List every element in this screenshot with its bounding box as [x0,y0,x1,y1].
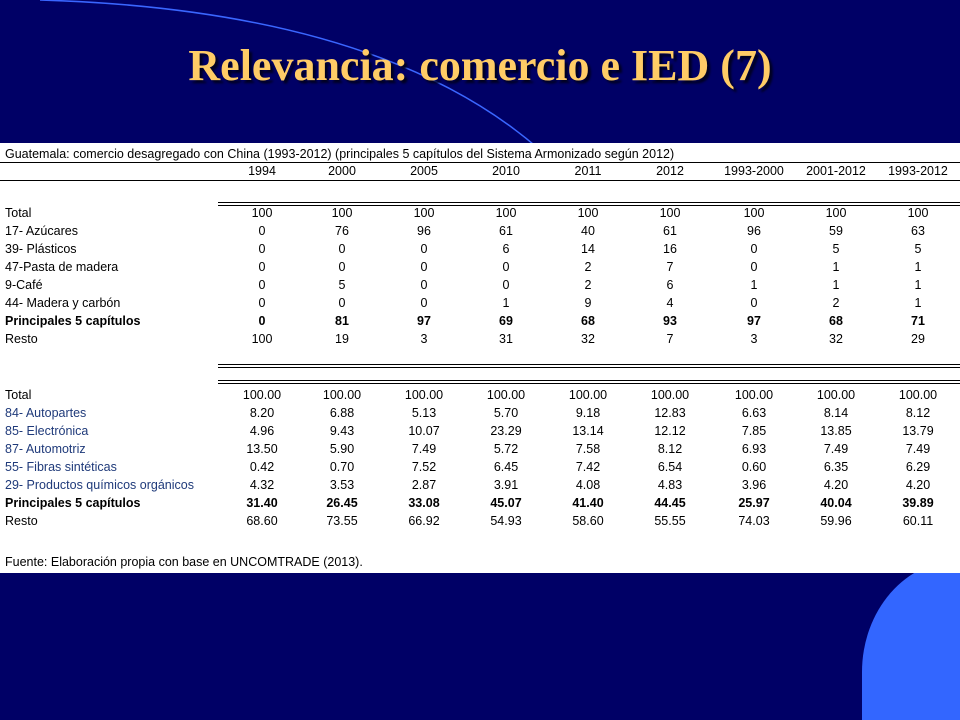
table-row [0,294,960,312]
table-cell: 7.85 [741,424,767,438]
row-label: Total [5,388,32,402]
table-cell: 1 [832,260,840,274]
table-cell: 5.70 [493,406,519,420]
table-cell: 7.42 [575,460,601,474]
table-cell: 19 [335,332,349,346]
row-label: 87- Automotriz [5,442,86,456]
row-label: 85- Electrónica [5,424,89,438]
table-cell: 2 [584,278,592,292]
table-cell: 0 [338,242,346,256]
row-label: 44- Madera y carbón [5,296,121,310]
table-row [0,204,960,222]
table-cell: 6 [666,278,674,292]
table-cell: 6 [502,242,510,256]
table-cell: 44.45 [654,496,686,510]
table-cell: 9 [584,296,592,310]
table-cell: 29 [911,332,925,346]
table-cell: 4.20 [823,478,849,492]
section1-bottom-rule [218,364,960,368]
table-cell: 13.79 [902,424,934,438]
table-cell: 0 [258,260,266,274]
table-cell: 1 [502,296,510,310]
table-cell: 0 [258,278,266,292]
table-cell: 2 [584,260,592,274]
table-cell: 31 [499,332,513,346]
table-cell: 0 [258,296,266,310]
table-cell: 39.89 [902,496,934,510]
table-cell: 0.42 [249,460,275,474]
table-row [0,422,960,440]
table-row [0,240,960,258]
table-cell: 32 [581,332,595,346]
table-row [0,330,960,348]
table-row [0,386,960,404]
table-cell: 4.20 [905,478,931,492]
table-cell: 0 [750,242,758,256]
table-cell: 81 [335,314,349,328]
column-header: 2000 [328,164,356,178]
table-cell: 7.58 [575,442,601,456]
table-cell: 8.20 [249,406,275,420]
table-cell: 100 [907,206,929,220]
table-cell: 5.13 [411,406,437,420]
table-cell: 0.70 [329,460,355,474]
table-cell: 6.35 [823,460,849,474]
table-row [0,476,960,494]
table-cell: 100.00 [568,388,608,402]
row-label: Resto [5,514,38,528]
table-cell: 100 [577,206,599,220]
table-cell: 7.49 [823,442,849,456]
table-row [0,404,960,422]
table-cell: 7 [666,332,674,346]
column-header: 2012 [656,164,684,178]
table-cell: 7.52 [411,460,437,474]
row-label: 17- Azúcares [5,224,78,238]
column-header: 1993-2012 [888,164,948,178]
table-cell: 100.00 [486,388,526,402]
table-cell: 0 [750,296,758,310]
table-cell: 9.43 [329,424,355,438]
row-label: 29- Productos químicos orgánicos [5,478,194,492]
table-cell: 100.00 [898,388,938,402]
table-cell: 0 [338,296,346,310]
table-cell: 0 [338,260,346,274]
table-cell: 1 [914,260,922,274]
table-cell: 97 [417,314,431,328]
table-cell: 14 [581,242,595,256]
table-cell: 4.83 [657,478,683,492]
row-label: 84- Autopartes [5,406,87,420]
table-cell: 59 [829,224,843,238]
table-cell: 40 [581,224,595,238]
table-cell: 0 [420,296,428,310]
row-label: Resto [5,332,38,346]
table-cell: 13.50 [246,442,278,456]
table-cell: 25.97 [738,496,770,510]
table-cell: 13.85 [820,424,852,438]
table-cell: 5.72 [493,442,519,456]
table-cell: 76 [335,224,349,238]
table-cell: 0 [502,278,510,292]
table-cell: 12.83 [654,406,686,420]
column-header: 2010 [492,164,520,178]
table-cell: 0 [258,314,266,328]
table-cell: 0 [750,260,758,274]
table-cell: 7 [666,260,674,274]
table-cell: 41.40 [572,496,604,510]
section2-top-rule [218,380,960,384]
table-cell: 8.14 [823,406,849,420]
table-row [0,458,960,476]
row-label: Principales 5 capítulos [5,496,141,510]
table-row [0,312,960,330]
table-cell: 4.32 [249,478,275,492]
column-header: 1993-2000 [724,164,784,178]
column-header: 2001-2012 [806,164,866,178]
table-cell: 9.18 [575,406,601,420]
table-cell: 7.49 [411,442,437,456]
table-cell: 3 [420,332,428,346]
table-cell: 3.96 [741,478,767,492]
table-cell: 54.93 [490,514,522,528]
table-cell: 0 [258,224,266,238]
table-cell: 100 [251,332,273,346]
table-cell: 26.45 [326,496,358,510]
source-note: Fuente: Elaboración propia con base en UNCOMTRADE (2013). [5,555,363,569]
slide-title: Relevancia: comercio e IED (7) [188,41,772,90]
data-table [0,143,960,573]
table-cell: 16 [663,242,677,256]
table-cell: 40.04 [820,496,852,510]
table-cell: 100 [331,206,353,220]
table-cell: 66.92 [408,514,440,528]
row-label: 55- Fibras sintéticas [5,460,117,474]
table-cell: 68 [829,314,843,328]
table-cell: 1 [914,278,922,292]
table-row [0,494,960,512]
table-cell: 100.00 [816,388,856,402]
table-row [0,258,960,276]
table-cell: 63 [911,224,925,238]
header-bottom-rule [0,180,960,181]
table-cell: 0 [258,242,266,256]
table-cell: 68 [581,314,595,328]
table-cell: 100 [825,206,847,220]
table-cell: 6.63 [741,406,767,420]
table-cell: 5.90 [329,442,355,456]
column-header: 2005 [410,164,438,178]
table-cell: 100.00 [734,388,774,402]
table-cell: 0 [420,260,428,274]
table-cell: 60.11 [902,514,934,528]
table-cell: 6.93 [741,442,767,456]
column-header: 1994 [248,164,276,178]
row-label: 9-Café [5,278,43,292]
table-cell: 3.53 [329,478,355,492]
table-cell: 1 [914,296,922,310]
table-cell: 6.29 [905,460,931,474]
table-cell: 100.00 [242,388,282,402]
table-cell: 100.00 [404,388,444,402]
table-cell: 100 [659,206,681,220]
table-cell: 6.88 [329,406,355,420]
table-cell: 8.12 [905,406,931,420]
row-label: 47-Pasta de madera [5,260,119,274]
table-cell: 97 [747,314,761,328]
table-cell: 5 [338,278,346,292]
table-cell: 100.00 [322,388,362,402]
table-cell: 6.45 [493,460,519,474]
table-row [0,222,960,240]
table-cell: 100 [413,206,435,220]
table-cell: 10.07 [408,424,440,438]
table-cell: 61 [499,224,513,238]
table-cell: 1 [750,278,758,292]
table-cell: 4.08 [575,478,601,492]
table-cell: 0 [502,260,510,274]
table-cell: 0.60 [741,460,767,474]
table-cell: 58.60 [572,514,604,528]
table-cell: 3 [750,332,758,346]
row-label: Principales 5 capítulos [5,314,141,328]
table-cell: 2.87 [411,478,437,492]
table-cell: 100 [495,206,517,220]
table-cell: 32 [829,332,843,346]
table-cell: 31.40 [246,496,278,510]
table-cell: 12.12 [654,424,686,438]
table-cell: 13.14 [572,424,604,438]
table-cell: 33.08 [408,496,440,510]
table-cell: 7.49 [905,442,931,456]
table-cell: 5 [914,242,922,256]
table-cell: 0 [420,242,428,256]
table-cell: 6.54 [657,460,683,474]
table-cell: 1 [832,278,840,292]
table-row [0,440,960,458]
table-cell: 100 [743,206,765,220]
table-cell: 4 [666,296,674,310]
row-label: 39- Plásticos [5,242,77,256]
table-row [0,276,960,294]
table-cell: 45.07 [490,496,522,510]
table-cell: 3.91 [493,478,519,492]
table-cell: 59.96 [820,514,852,528]
table-caption: Guatemala: comercio desagregado con China (1993-2012) (principales 5 capítulos del Sistema Armonizado según 2012) [5,147,675,161]
column-header-row [0,163,960,180]
table-cell: 61 [663,224,677,238]
table-cell: 8.12 [657,442,683,456]
table-cell: 55.55 [654,514,686,528]
table-cell: 74.03 [738,514,770,528]
table-cell: 68.60 [246,514,278,528]
table-cell: 69 [499,314,513,328]
table-cell: 2 [832,296,840,310]
table-cell: 71 [911,314,925,328]
column-header: 2011 [574,164,602,178]
row-label: Total [5,206,32,220]
table-row [0,512,960,530]
table-cell: 73.55 [326,514,358,528]
table-cell: 23.29 [490,424,522,438]
table-cell: 93 [663,314,677,328]
table-cell: 96 [417,224,431,238]
table-cell: 96 [747,224,761,238]
table-cell: 5 [832,242,840,256]
table-cell: 100 [251,206,273,220]
table-cell: 4.96 [249,424,275,438]
table-cell: 0 [420,278,428,292]
table-cell: 100.00 [650,388,690,402]
